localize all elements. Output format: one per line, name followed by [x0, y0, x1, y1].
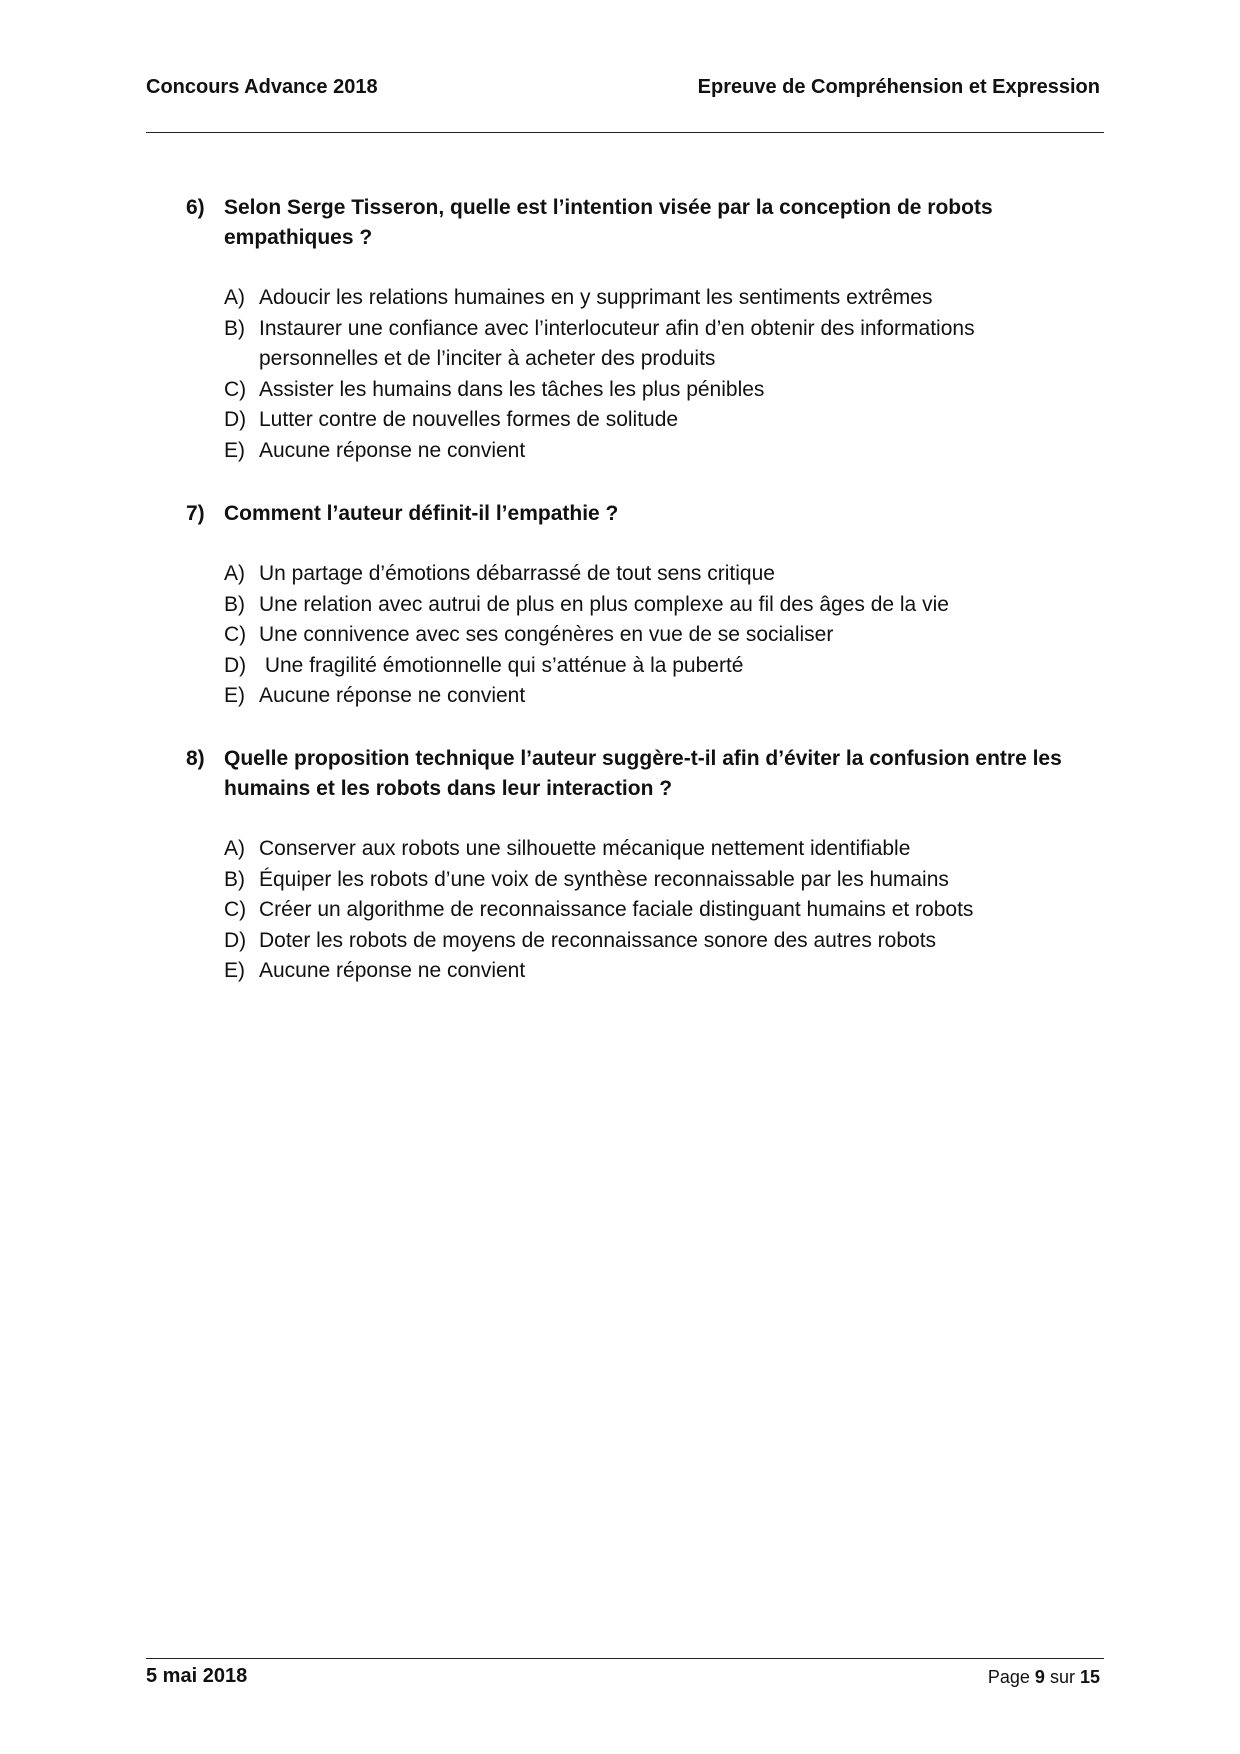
page-total: 15	[1079, 1667, 1100, 1687]
question-number: 8)	[186, 747, 205, 770]
option-letter: C)	[224, 377, 247, 401]
option-letter: C)	[224, 623, 247, 646]
option-text: Une relation avec autrui de plus en plus complexe au fil des âges de la vie	[259, 592, 949, 616]
answer-option	[224, 651, 1086, 682]
option-text: Conserver aux robots une silhouette mécanique nettement identifiable	[259, 837, 911, 860]
question-title	[186, 193, 1086, 253]
answer-option	[224, 283, 1086, 314]
question-6	[186, 193, 1086, 466]
option-letter: E)	[224, 959, 245, 982]
page-number	[988, 1667, 1100, 1688]
question-number: 6)	[186, 196, 205, 219]
option-text: Instaurer une confiance avec l’interlocuteur afin d’en obtenir des informations personnelles et de l’inciter à acheter des produits	[259, 316, 975, 370]
option-letter: A)	[224, 837, 245, 860]
option-text: Créer un algorithme de reconnaissance faciale distinguant humains et robots	[259, 898, 974, 921]
answer-option	[224, 834, 1086, 865]
question-text: Selon Serge Tisseron, quelle est l’intention visée par la conception de robots empathiques ?	[224, 196, 993, 249]
answer-option	[224, 375, 1086, 406]
header-exam-title: Epreuve de Compréhension et Expression	[697, 76, 1100, 98]
option-letter: A)	[224, 562, 245, 585]
option-text: Un partage d’émotions débarrassé de tout sens critique	[259, 562, 775, 585]
page-label: Page	[987, 1667, 1030, 1687]
option-text: Une connivence avec ses congénères en vue de se socialiser	[259, 623, 834, 646]
question-7	[186, 499, 1086, 712]
page-footer	[146, 1665, 1100, 1693]
option-letter: D)	[224, 928, 247, 952]
page-separator: sur	[1049, 1667, 1075, 1687]
option-text: Lutter contre de nouvelles formes de solitude	[259, 408, 679, 431]
question-title	[186, 744, 1086, 804]
footer-divider	[146, 1658, 1104, 1659]
answer-option	[224, 865, 1086, 896]
answer-option	[224, 559, 1086, 590]
answer-option	[224, 895, 1086, 926]
option-letter: E)	[224, 684, 245, 707]
answer-option	[224, 405, 1086, 436]
option-letter: A)	[224, 286, 245, 309]
option-text: Assister les humains dans les tâches les plus pénibles	[259, 377, 765, 401]
answer-option	[224, 956, 1086, 987]
question-title	[186, 499, 1086, 529]
option-text: Doter les robots de moyens de reconnaissance sonore des autres robots	[259, 928, 937, 952]
answer-options	[224, 834, 1086, 987]
option-text: Une fragilité émotionnelle qui s’atténue à la puberté	[259, 653, 744, 677]
page-current: 9	[1034, 1667, 1045, 1687]
question-text: Comment l’auteur définit-il l’empathie ?	[224, 502, 619, 525]
answer-option	[224, 590, 1086, 621]
answer-option	[224, 620, 1086, 651]
answer-option	[224, 436, 1086, 467]
option-text: Aucune réponse ne convient	[259, 959, 526, 982]
answer-option	[224, 926, 1086, 957]
option-text: Aucune réponse ne convient	[259, 684, 526, 707]
option-text: Adoucir les relations humaines en y supprimant les sentiments extrêmes	[259, 286, 933, 309]
question-8	[186, 744, 1086, 987]
option-letter: D)	[224, 408, 247, 431]
option-letter: B)	[224, 867, 245, 891]
header-contest-title: Concours Advance 2018	[146, 76, 378, 98]
footer-date: 5 mai 2018	[146, 1665, 248, 1687]
answer-options	[224, 283, 1086, 466]
question-number: 7)	[186, 502, 205, 525]
page-header	[146, 76, 1100, 106]
answer-option	[224, 314, 1086, 375]
question-text: Quelle proposition technique l’auteur suggère-t-il afin d’éviter la confusion entre les humains et les robots dans leur interaction ?	[224, 747, 1062, 800]
option-letter: C)	[224, 898, 247, 921]
option-text: Aucune réponse ne convient	[259, 438, 526, 462]
option-letter: B)	[224, 592, 245, 616]
answer-options	[224, 559, 1086, 712]
option-letter: E)	[224, 438, 245, 462]
option-letter: D)	[224, 653, 247, 677]
option-text: Équiper les robots d’une voix de synthèse reconnaissable par les humains	[259, 867, 949, 891]
option-letter: B)	[224, 316, 245, 340]
answer-option	[224, 681, 1086, 712]
header-divider	[146, 132, 1104, 133]
